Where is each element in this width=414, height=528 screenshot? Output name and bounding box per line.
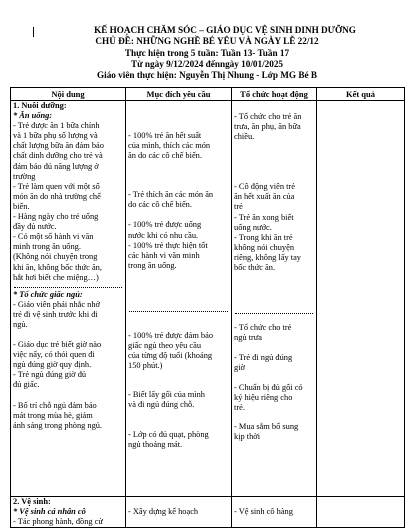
- cell-line: mát trong mùa hè, giảm: [13, 410, 93, 420]
- cell-line: - 100% trẻ thực hiện tốt: [128, 240, 208, 250]
- plan-table: [10, 87, 405, 528]
- document-theme: CHỦ ĐỀ: NHỮNG NGHỀ BÉ YÊU VÀ NGÀY LỄ 22/12: [95, 36, 319, 47]
- cell-line: - 100% trẻ được uống: [128, 220, 202, 230]
- cell-line: trưa, ăn phụ, ăn bữa: [234, 122, 301, 132]
- cell-line: ký hiệu riêng cho: [234, 392, 293, 402]
- cell-result: [317, 101, 405, 497]
- cell-line: ánh sáng trong phòng ngủ.: [13, 420, 103, 430]
- cell-line: kịp thời: [234, 431, 261, 441]
- table-header-row: [11, 88, 405, 101]
- cell-line: trẻ: [234, 202, 243, 212]
- cell-line: - Giáo viên phải nhắc nhở: [13, 299, 100, 309]
- cell-line: - Lớp có đủ quạt, phòng: [128, 429, 209, 439]
- cell-line: đảm bảo đủ năng lượng ở: [13, 161, 99, 171]
- cell-content: [11, 497, 126, 528]
- cell-line: không nói chuyện: [234, 242, 295, 252]
- cell-line: ngủ trưa: [234, 333, 263, 343]
- dotted-divider: [235, 313, 313, 314]
- document-header: [0, 25, 414, 81]
- cell-line: - Trẻ đi ngủ đúng: [234, 353, 293, 363]
- subsection-heading: * Tổ chức giấc ngủ:: [13, 289, 83, 299]
- cell-line: đủ giấc.: [13, 380, 40, 390]
- cell-line: ăn do các cô chế biến.: [128, 151, 202, 161]
- table-row: [11, 101, 405, 497]
- cell-line: 150 phút.): [128, 361, 163, 371]
- cell-line: việc nấy, có thói quen đi: [13, 350, 95, 360]
- header-activity: Tổ chức hoạt động: [232, 88, 317, 101]
- cell-line: ngủ.: [13, 319, 28, 329]
- cell-line: riêng, không lấy tay: [234, 252, 301, 262]
- cell-line: khi ăn, không bốc thức ăn,: [13, 262, 102, 272]
- cell-line: trường: [13, 171, 36, 181]
- document-teacher: Giáo viên thực hiện: Nguyễn Thị Nhung - Lớp MG Bé B: [97, 70, 317, 81]
- cell-line: món ăn do nhà trường chế: [13, 191, 101, 201]
- cell-result: [317, 497, 405, 528]
- cell-line: hắt hơi biết che miệng…): [13, 272, 99, 282]
- cell-content: [11, 101, 126, 497]
- cell-line: giấc ngủ theo yêu cầu: [128, 341, 202, 351]
- cell-line: - Trẻ ngủ đúng giờ đủ: [13, 370, 87, 380]
- cell-line: chất dinh dưỡng cho trẻ và: [13, 151, 103, 161]
- cell-purpose: [126, 101, 232, 497]
- cell-line: bốc thức ăn.: [234, 263, 276, 273]
- cell-line: trẻ đi vệ sinh trước khi đi: [13, 309, 98, 319]
- cell-line: ăn hết xuất ăn của: [234, 192, 295, 202]
- cell-activity: [232, 497, 317, 528]
- cell-line: chiều.: [234, 132, 255, 142]
- section-heading: 2. Vệ sinh:: [13, 497, 51, 506]
- header-purpose: Mục đích yêu cầu: [126, 88, 232, 101]
- subsection-heading: * Ăn uống:: [13, 111, 53, 121]
- cell-line: - Vệ sinh cô hàng: [234, 507, 293, 516]
- cell-line: - 100% trẻ được đảm bảo: [128, 330, 214, 340]
- document-title: KẾ HOẠCH CHĂM SÓC – GIÁO DỤC VỆ SINH DINH DƯỠNG: [94, 25, 356, 35]
- cell-line: - 100% trẻ ăn hết suất: [128, 131, 202, 140]
- cell-line: trong ăn uống.: [128, 260, 177, 270]
- cell-line: - Trẻ ăn xong biết: [234, 212, 294, 222]
- table-row: [11, 497, 405, 528]
- cell-purpose: [126, 497, 232, 528]
- cell-line: đầy đủ nước.: [13, 222, 57, 232]
- document-dates: Từ ngày 9/12/2024 đếnngày 10/01/2025: [130, 58, 284, 69]
- cell-line: - Trẻ làm quen với một số: [13, 181, 100, 191]
- cell-line: giờ: [234, 363, 245, 373]
- cell-line: - Tổ chức cho trẻ: [234, 323, 292, 333]
- cell-line: các hành vi văn minh: [128, 250, 200, 260]
- section-heading: 1. Nuôi dưỡng:: [13, 101, 67, 110]
- cell-line: minh trong ăn uống.: [13, 242, 81, 252]
- cell-line: nước khi có nhu cầu.: [128, 230, 199, 240]
- cell-line: và 1 bữa phụ số lượng và: [13, 131, 98, 141]
- cell-line: - Biết lấy gối của mình: [128, 390, 205, 400]
- cell-line: và đi ngủ đúng chỗ.: [128, 400, 195, 410]
- cell-line: (Không nói chuyện trong: [13, 252, 98, 262]
- dotted-divider: [129, 311, 228, 312]
- cell-line: - Chuẩn bị đủ gối có: [234, 382, 303, 392]
- cell-line: - Xây dựng kế hoạch: [128, 507, 199, 516]
- cell-line: trẻ.: [234, 402, 245, 412]
- cell-line: - Tác phong hành, đồng cử: [13, 517, 103, 527]
- cell-line: - Tổ chức cho trẻ ăn: [234, 112, 302, 121]
- header-content: Nội dung: [11, 88, 126, 101]
- cell-line: - Giáo dục trẻ biết giờ nào: [13, 340, 102, 350]
- cell-line: của mình, thích các món: [128, 141, 211, 151]
- cell-line: - Bố trí chỗ ngủ đảm bảo: [13, 400, 97, 410]
- header-result: Kết quả: [317, 88, 405, 101]
- cell-line: - Trẻ được ăn 1 bữa chính: [13, 121, 100, 131]
- cell-line: - Có một số hành vi văn: [13, 232, 94, 242]
- cell-line: - Hàng ngày cho trẻ uống: [13, 212, 99, 222]
- cell-line: - Trong khi ăn trẻ: [234, 232, 293, 242]
- document-duration: Thực hiện trong 5 tuần: Tuần 13- Tuần 17: [124, 47, 290, 58]
- cell-activity: [232, 101, 317, 497]
- cell-line: - Mua sắm bổ sung: [234, 421, 299, 431]
- cell-line: chất lượng bữa ăn đảm bảo: [13, 141, 104, 151]
- subsection-heading: * Vệ sinh cá nhân cô: [13, 507, 86, 517]
- cell-line: - Cô động viên trẻ: [234, 182, 295, 192]
- cell-line: biến.: [13, 201, 30, 211]
- cell-line: uống nước.: [234, 222, 272, 232]
- dotted-divider: [14, 287, 122, 288]
- cell-line: - Trẻ thích ăn các món ăn: [128, 190, 214, 200]
- cell-line: của từng độ tuổi (khoảng: [128, 351, 213, 361]
- cell-line: do các cô chế biến.: [128, 200, 192, 210]
- cell-line: ngủ đúng giờ quy định.: [13, 360, 92, 370]
- cell-line: ngủ thoáng mát.: [128, 439, 183, 449]
